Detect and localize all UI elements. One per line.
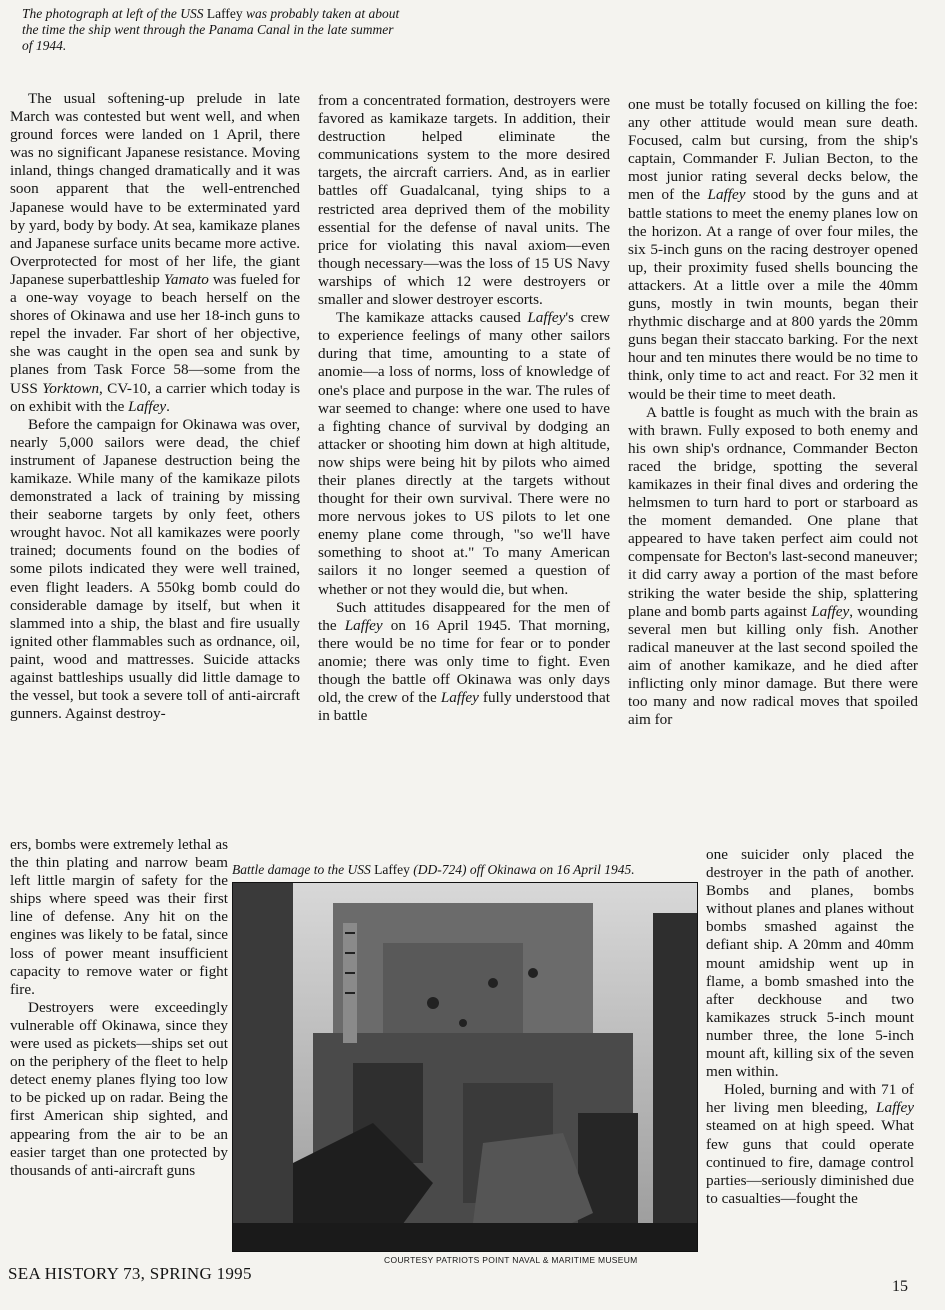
publication-footer: SEA HISTORY 73, SPRING 1995 <box>8 1264 252 1283</box>
paragraph: one suicider only placed the destroyer in the path of another. Bombs and planes, bombs without planes and planes without bombs smashed against the defiant ship. A 20mm and 40mm mount amidship went up in flame, a bomb smashed into the after deckhouse and two kamikazes struck 5-inch mount number three, the lone 5-inch mount aft, killing six of the seven men within. <box>706 846 914 1081</box>
paragraph: one must be totally focused on killing the foe: any other attitude would mean sure death. Focused, calm but cursing, from the ship's captain, Commander F. Julian Becton, to the most junior rating several decks below, the men of the Laffey stood by the guns and at battle stations to meet the enemy planes low on the horizon. At a range of over four miles, the six 5-inch guns on the racing destroyer opened up, their proximity fused shells bouncing the attackers. At a little over a mile the 40mm guns, mostly in twin mounts, began their rhythmic discharge and at 800 yards the 20mm guns began their staccato barking. For the next hour and ten minutes there would be no time to think, only time to act and react. For 32 men it would be their time to meet death. <box>628 96 918 403</box>
top-photo-caption: The photograph at left of the USS Laffey was probably taken at about the time the ship went through the Panama Canal in the late summer of 1944. <box>22 6 400 53</box>
photo-caption: Battle damage to the USS Laffey (DD-724) off Okinawa on 16 April 1945. <box>232 862 635 877</box>
battle-damage-photo <box>232 882 698 1252</box>
paragraph: Destroyers were exceedingly vulnerable off Okinawa, since they were used as pickets—ships set out on the periphery of the fleet to help detect enemy planes flying too low to be picked up on radar. Being the first American ship sighted, and appearing from the air to be an easier target than one protected by thousands of anti-aircraft guns <box>10 998 228 1179</box>
article-column-1-continued <box>10 836 228 1180</box>
paragraph: ers, bombs were extremely lethal as the thin plating and narrow beam left little margin of safety for the ships where speed was their first line of defense. Any hit on the engines was likely to be fatal, since loss of power meant insufficient capacity to remove water or fight fire. <box>10 836 228 998</box>
photo-credit: COURTESY PATRIOTS POINT NAVAL & MARITIME MUSEUM <box>384 1255 638 1265</box>
paragraph: Holed, burning and with 71 of her living men bleeding, Laffey steamed on at high speed. What few guns that could operate continued to fire, damage control parties—seriously diminished due to casualties—fought the <box>706 1081 914 1207</box>
paragraph: Such attitudes disappeared for the men of the Laffey on 16 April 1945. That morning, there would be no time for fear or to ponder anomie; there was only time to fight. Even though the battle off Okinawa was only days old, the crew of the Laffey fully understood that in battle <box>318 598 610 725</box>
paragraph: The kamikaze attacks caused Laffey's crew to experience feelings of many other sailors during that time, amounting to a state of anomie—a loss of norms, loss of knowledge of one's place and purpose in the war. The rules of war seemed to change: where one used to have a fighting chance of survival by dodging an attacker or shooting him down at high altitude, now ships were being hit by pilots who aimed their planes directly at the targets without thought for their own survival. There were no more nervous jokes to US pilots to let one enemy plane come through, "so we'll have something to shoot at." To many American sailors it no longer seemed a question of whether or not they would die, but when. <box>318 309 610 598</box>
paragraph: from a concentrated formation, destroyers were favored as kamikaze targets. In addition, their destruction helped eliminate the communications system to the more desired targets, the aircraft carriers. And, as in earlier battles off Guadalcanal, tying ships to a restricted area deprived them of the mobility essential for the defense of naval units. The price for violating this naval axiom—even though necessary—was the loss of 15 US Navy warships of which 12 were destroyers or smaller and slower destroyer escorts. <box>318 92 610 309</box>
paragraph: Before the campaign for Okinawa was over, nearly 5,000 sailors were dead, the chief instrument of Japanese destruction being the kamikaze. While many of the kamikaze pilots demonstrated a lack of training by missing their seaborne targets by only feet, others wrought havoc. Not all kamikazes were poorly trained; documents found on the bodies of some pilots indicated they were well trained, even flight leaders. A 550kg bomb could do considerable damage by itself, but when it slammed into a ship, the blast and fire usually ignited other flammables such as ordnance, oil, paint, wood and mattresses. Suicide attacks against battleships usually did little damage to the vessel, but took a severe toll of anti-aircraft gunners. Against destroy- <box>10 415 300 723</box>
paragraph: A battle is fought as much with the brain as with brawn. Fully exposed to both enemy and his own ship's ordnance, Commander Becton raced the bridge, spotting the several kamikazes in their final dives and ordering the helmsmen to turn hard to port or starboard as the moment demanded. One plane that appeared to have taken perfect aim could not compensate for Becton's last-second maneuver; it did carry away a portion of the mast before striking the water beside the ship, splattering plane and bomb parts against Laffey, wounding several men but killing only fish. Another radical maneuver at the last second spoiled the aim of another kamikaze, and he died after inflicting only minor damage. But there were too many and now radical moves that spoiled aim for <box>628 403 919 729</box>
paragraph: The usual softening-up prelude in late March was contested but went well, and when ground forces were landed on 1 April, there was no significant Japanese resistance. Moving inland, things changed dramatically and it was soon apparent that the well-entrenched Japanese would have to be exterminated yard by yard, body by body. At sea, kamikaze planes and Japanese surface units became more active. Overprotected for most of her life, the giant Japanese superbattleship Yamato was fueled for a one-way voyage to beach herself on the shores of Okinawa and use her 18-inch guns to repel the invader. Far short of her objective, she was caught in the open sea and sunk by planes from Task Force 58—some from the USS Yorktown, CV-10, a carrier which today is on exhibit with the Laffey. <box>10 90 300 415</box>
page-number: 15 <box>892 1278 908 1295</box>
article-column-3-continued <box>706 846 914 1208</box>
ship-damage-image <box>233 883 697 1251</box>
article-column-1 <box>10 90 300 723</box>
article-column-3 <box>628 96 918 729</box>
article-column-2 <box>318 92 610 725</box>
